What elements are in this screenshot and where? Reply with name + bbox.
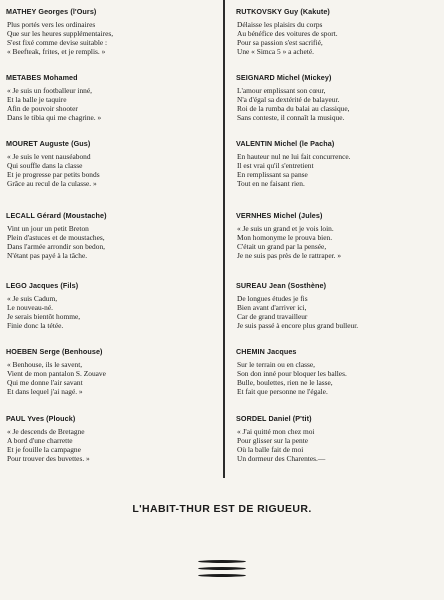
verse-line: Au bénéfice des voitures de sport. — [237, 28, 338, 38]
verse-line: S'est fixé comme devise suitable : — [7, 37, 108, 47]
verse-line: « Je suis le vent nauséabond — [7, 152, 91, 161]
verse-line: Bien avant d'arriver ici, — [237, 302, 307, 312]
poem-entry — [6, 211, 211, 261]
verse-line: Un dormeur des Charentes.— — [237, 453, 326, 463]
verse-line: « Je suis un grand et je vois loin. — [237, 224, 334, 233]
verse — [236, 361, 441, 397]
person-name: MATHEY Georges (l'Ours) — [6, 7, 97, 16]
verse-line: Une « Simca 5 » a acheté. — [237, 46, 314, 56]
verse-line: Son don inné pour bloquer les balles. — [237, 368, 347, 378]
verse-line: N'étant pas payé à la tâche. — [7, 250, 88, 260]
wave-logo-icon — [198, 558, 246, 582]
person-name: LECALL Gérard (Moustache) — [6, 211, 107, 220]
person-name: PAUL Yves (Plouck) — [6, 414, 76, 423]
verse-line: Où la balle fait de moi — [237, 444, 304, 454]
person-name: SUREAU Jean (Sosthène) — [236, 281, 327, 290]
poem-entry — [236, 281, 441, 331]
verse-line: Pour glisser sur la pente — [237, 435, 309, 445]
verse-line: Et je progresse par petits bonds — [7, 169, 100, 179]
verse — [6, 21, 211, 57]
verse-line: Le nouveau-né. — [7, 302, 53, 312]
verse-line: Il est vrai qu'il s'entretient — [237, 160, 314, 170]
verse-line: Que sur les heures supplémentaires, — [7, 28, 114, 38]
verse — [236, 153, 441, 189]
verse-line: Je suis passé à encore plus grand bulleur. — [237, 320, 359, 330]
person-name: CHEMIN Jacques — [236, 347, 297, 356]
verse — [6, 87, 211, 123]
verse-line: Roi de la rumba du balai au classique, — [237, 103, 350, 113]
verse-line: Je ne suis pas près de le rattraper. » — [237, 250, 342, 260]
verse-line: Pour sa passion s'est sacrifié, — [237, 37, 323, 47]
verse-line: Bulle, boulettes, rien ne le lasse, — [237, 377, 333, 387]
verse-line: Car de grand travailleur — [237, 311, 308, 321]
verse-line: Dans le tibia qui me chagrine. » — [7, 112, 102, 122]
poem-entry — [236, 139, 441, 189]
verse — [6, 295, 211, 331]
verse-line: Grâce au recul de la culasse. » — [7, 178, 97, 188]
verse-line: Et dans lequel j'ai nagé. » — [7, 386, 83, 396]
person-name: SEIGNARD Michel (Mickey) — [236, 73, 332, 82]
verse — [236, 225, 441, 261]
verse-line: Et fait que personne ne l'égale. — [237, 386, 328, 396]
verse — [236, 21, 441, 57]
poem-entry — [6, 73, 211, 123]
verse-line: Finie donc la tétée. — [7, 320, 64, 330]
verse-line: « Je suis un footballeur inné, — [7, 86, 92, 95]
verse-line: « Je suis Cadum, — [7, 294, 58, 303]
verse-line: Afin de pouvoir shooter — [7, 103, 78, 113]
poem-entry — [6, 414, 211, 464]
verse-line: Je serais bientôt homme, — [7, 311, 81, 321]
verse-line: Plus portés vers les ordinaires — [7, 20, 96, 29]
poem-entry — [6, 139, 211, 189]
person-name: RUTKOVSKY Guy (Kakute) — [236, 7, 330, 16]
verse-line: Délaisse les plaisirs du corps — [237, 20, 323, 29]
poem-entry — [236, 73, 441, 123]
verse-line: « Benhouse, ils le savent, — [7, 360, 83, 369]
verse-line: « J'ai quitté mon chez moi — [237, 427, 315, 436]
poem-entry — [6, 347, 211, 397]
verse-line: Plein d'astuces et de moustaches, — [7, 232, 105, 242]
verse-line: Mon homonyme le prouva bien. — [237, 232, 333, 242]
verse-line: Et je fouille la campagne — [7, 444, 81, 454]
verse-line: « Beefteak, frites, et je remplis. » — [7, 46, 106, 56]
person-name: VALENTIN Michel (le Pacha) — [236, 139, 335, 148]
poem-entry — [6, 281, 211, 331]
verse — [6, 361, 211, 397]
verse-line: N'a d'égal sa dextérité de balayeur. — [237, 94, 340, 104]
verse-line: En remplissant sa panse — [237, 169, 308, 179]
verse-line: De longues études je fis — [237, 294, 308, 303]
verse-line: Qui souffle dans la classe — [7, 160, 83, 170]
verse-line: Sur le terrain ou en classe, — [237, 360, 315, 369]
poem-entry — [6, 7, 211, 57]
verse — [236, 295, 441, 331]
verse-line: Tout en ne faisant rien. — [237, 178, 305, 188]
poem-entry — [236, 414, 441, 464]
poem-entry — [236, 347, 441, 397]
column-divider — [223, 0, 225, 478]
verse-line: Vint un jour un petit Breton — [7, 224, 89, 233]
poem-entry — [236, 7, 441, 57]
poem-entry — [236, 211, 441, 261]
person-name: LEGO Jacques (Fils) — [6, 281, 79, 290]
verse — [236, 87, 441, 123]
verse — [6, 225, 211, 261]
person-name: METABES Mohamed — [6, 73, 78, 82]
verse-line: Pour trouver des buvettes. » — [7, 453, 90, 463]
person-name: HOEBEN Serge (Benhouse) — [6, 347, 103, 356]
verse-line: C'était un grand par la pensée, — [237, 241, 327, 251]
person-name: VERNHES Michel (Jules) — [236, 211, 323, 220]
verse-line: Vient de mon pantalon S. Zouave — [7, 368, 106, 378]
verse-line: En hauteur nul ne lui fait concurrence. — [237, 152, 351, 161]
verse-line: L'amour emplissant son cœur, — [237, 86, 326, 95]
verse — [6, 428, 211, 464]
person-name: SORDEL Daniel (P'tit) — [236, 414, 312, 423]
verse-line: Dans l'armée arrondir son bedon, — [7, 241, 105, 251]
verse-line: « Je descends de Bretagne — [7, 427, 85, 436]
person-name: MOURET Auguste (Gus) — [6, 139, 91, 148]
verse — [6, 153, 211, 189]
verse-line: Qui me donne l'air savant — [7, 377, 83, 387]
verse-line: A bord d'une charrette — [7, 435, 73, 445]
verse-line: Et la balle je taquire — [7, 94, 67, 104]
footer-slogan: L'HABIT-THUR EST DE RIGUEUR. — [132, 503, 312, 515]
verse — [236, 428, 441, 464]
verse-line: Sans conteste, il connaît la musique. — [237, 112, 345, 122]
